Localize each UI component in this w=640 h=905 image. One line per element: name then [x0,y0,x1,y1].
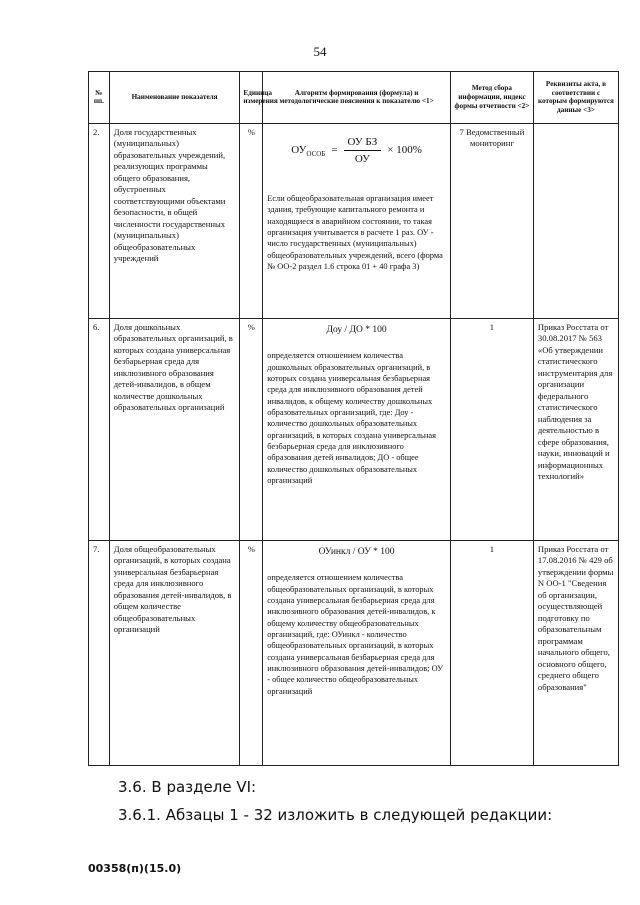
document-code: 00358(п)(15.0) [88,862,182,875]
requisites-cell: Приказ Росстата от 30.08.2017 № 563 «Об утверждении статистического инструментария для организации федерального статистического наблюдения за деятельностью в сфере образования, науки, инноваций и информационных технологий» [533,318,618,540]
formula-fraction [344,135,382,167]
algorithm-cell [263,540,451,765]
header-requisites: Реквизиты акта, в соответствии с которым формируются данные <3> [533,72,618,124]
unit-cell: % [240,123,263,318]
header-unit: Единица измерения [240,72,263,124]
table-row [89,540,619,765]
formula: Доу / ДО * 100 [326,324,387,335]
formula [267,127,446,193]
page-number: 54 [313,44,327,59]
row-number: 6. [89,318,110,540]
fraction-numerator: ОУ БЗ [344,135,382,152]
requisites-cell [533,123,618,318]
indicator-name: Доля государственных (муниципальных) образовательных учреждений, реализующих программы общего образования, обустроенных соответствующими объектами безопасности, в общей численности государственных (муниципальных) общеобразовательных учреждений [109,123,240,318]
header-name: Наименование показателя [109,72,240,124]
algorithm-cell [263,123,451,318]
method-cell: 1 [450,540,533,765]
algorithm-text: определяется отношением количества общеобразовательных организаций, в которых создана универсальная безбарьерная среда для инклюзивного образования детей-инвалидов, к общему количеству общеобразовательных организаций, где: ОУинкл - количество общеобразовательных организаций, в которых создана универсальная безбарьерная среда для инклюзивного образования детей-инвалидов; ОУ - общее количество общеобразовательных организаций [267,573,444,696]
table-header-row [89,72,619,124]
method-cell: 1 [450,318,533,540]
fraction-denominator: ОУ [354,153,370,166]
algorithm-cell [263,318,451,540]
unit-cell: % [240,318,263,540]
formula-equals: = [331,144,338,157]
row-number: 7. [89,540,110,765]
algorithm-text: определяется отношением количества дошкольных образовательных организаций, в которых создана универсальная безбарьерная среда для инклюзивного образования детей инвалидов, к общему количеству дошкольных образовательных организаций, где: Доу - количество дошкольных образовательных организаций, в которых создана универсальная безбарьерная среда для инклюзивного образования детей инвалидов; ДО - общее количество дошкольных образовательных организаций [267,351,436,486]
formula-lhs: $ОУ_{ОСОБ}$ [291,143,326,158]
row-number: 2. [89,123,110,318]
header-method: Метод сбора информации, индекс формы отчетности <2> [450,72,533,124]
header-num: № пп. [89,72,110,124]
table-row [89,123,619,318]
table-row [89,318,619,540]
method-cell: 7 Ведомственный мониторинг [450,123,533,318]
indicators-table [88,71,619,766]
requisites-cell: Приказ Росстата от 17.08.2016 № 429 об утверждении формы N ОО-1 "Сведения об организации, осуществляющей подготовку по образовательным программам начального общего, основного общего, среднего общего образования" [533,540,618,765]
indicator-name: Доля дошкольных образовательных организаций, в которых создана универсальная безбарьерная среда для инклюзивного образования детей-инвалидов, в общем количестве дошкольных образовательных организаций [109,318,240,540]
section-heading: 3.6. В разделе VI: [118,778,257,796]
formula: ОУинкл / ОУ * 100 [318,546,395,557]
subsection-heading: 3.6.1. Абзацы 1 - 32 изложить в следующей редакции: [118,806,553,824]
header-algorithm: Алгоритм формирования (формула) и методологические пояснения к показателю <1> [263,72,451,124]
algorithm-text: Если общеобразовательная организация имеет здания, требующие капитального ремонта и находящиеся в аварийном состоянии, то такая организация учитывается в расчете 1 раз. ОУ - число государственных (муниципальных) общеобразовательных учреждений, всего (форма № ОО-2 раздел 1.6 строка 01 + 40 графа 3) [267,194,443,272]
formula-rhs: × 100% [387,144,422,157]
indicator-name: Доля общеобразовательных организаций, в которых создана универсальная безбарьерная среда для инклюзивного образования детей-инвалидов, в общем количестве общеобразовательных организаций [109,540,240,765]
unit-cell: % [240,540,263,765]
